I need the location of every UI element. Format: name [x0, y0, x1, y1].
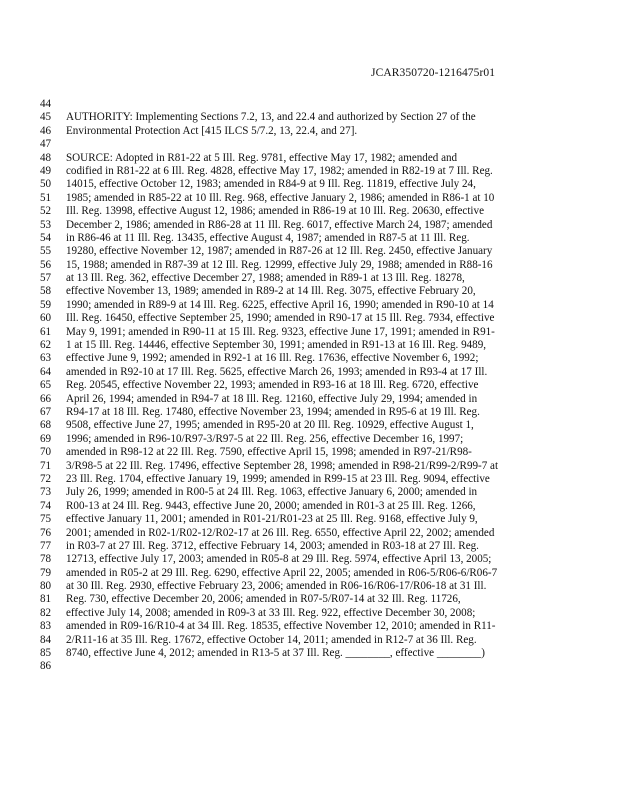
- line-number: 54: [40, 231, 52, 244]
- line-text: effective June 9, 1992; amended in R92-1 at 16 Ill. Reg. 17636, effective November 6, 1992;: [66, 352, 479, 365]
- line-text: SOURCE: Adopted in R81-22 at 5 Ill. Reg. 9781, effective May 17, 1982; amended and: [66, 151, 458, 164]
- line-number: 64: [40, 365, 52, 378]
- document-line: [40, 379, 600, 392]
- line-number: 55: [40, 245, 52, 258]
- line-text: 2001; amended in R02-1/R02-12/R02-17 at 26 Ill. Reg. 6550, effective April 22, 2002; amended: [66, 526, 495, 539]
- document-line: [40, 111, 600, 124]
- line-number: 62: [40, 339, 52, 352]
- line-number: 76: [40, 526, 52, 539]
- line-number: 70: [40, 446, 52, 459]
- line-text: in R03-7 at 27 Ill. Reg. 3712, effective February 14, 2003; amended in R03-18 at 27 Ill. Reg.: [66, 539, 479, 552]
- line-number: 53: [40, 218, 52, 231]
- line-number: 82: [40, 606, 52, 619]
- line-number: 72: [40, 472, 52, 485]
- line-text: at 13 Ill. Reg. 362, effective December 27, 1988; amended in R89-1 at 13 Ill. Reg. 18278,: [66, 272, 465, 285]
- line-number: 68: [40, 419, 52, 432]
- line-number: 66: [40, 392, 52, 405]
- line-text: 3/R98-5 at 22 Ill. Reg. 17496, effective September 28, 1998; amended in R98-21/R99-2/R99-7 at: [66, 459, 499, 472]
- line-text: 12713, effective July 17, 2003; amended in R05-8 at 29 Ill. Reg. 5974, effective April 13, 2005;: [66, 553, 492, 566]
- line-text: amended in R98-12 at 22 Ill. Reg. 7590, effective April 15, 1998; amended in R97-21/R98-: [66, 446, 472, 459]
- document-line: [40, 513, 600, 526]
- line-text: 1 at 15 Ill. Reg. 14446, effective September 30, 1991; amended in R91-13 at 16 Ill. Reg. 9489,: [66, 339, 487, 352]
- document-line: [40, 366, 600, 379]
- line-number: 65: [40, 379, 52, 392]
- line-number: 78: [40, 553, 52, 566]
- document-line: [40, 567, 600, 580]
- document-line: [40, 540, 600, 553]
- document-line: [40, 205, 600, 218]
- document-line: [40, 272, 600, 285]
- line-number: 52: [40, 205, 52, 218]
- document-line: [40, 460, 600, 473]
- document-line: [40, 593, 600, 606]
- line-number: 74: [40, 499, 52, 512]
- line-number: 63: [40, 352, 52, 365]
- line-number: 50: [40, 178, 52, 191]
- document-line: [40, 339, 600, 352]
- document-line: [40, 393, 600, 406]
- line-number: 67: [40, 405, 52, 418]
- document-line: [40, 138, 600, 151]
- line-number: 80: [40, 580, 52, 593]
- line-text: 19280, effective November 12, 1987; amended in R87-26 at 12 Ill. Reg. 2450, effective January: [66, 245, 493, 258]
- line-number: 58: [40, 285, 52, 298]
- line-number: 77: [40, 539, 52, 552]
- line-number: 86: [40, 660, 52, 673]
- document-line: [40, 285, 600, 298]
- line-text: amended in R09-16/R10-4 at 34 Ill. Reg. 18535, effective November 12, 2010; amended in R11-: [66, 620, 496, 633]
- line-number: 69: [40, 432, 52, 445]
- document-line: [40, 192, 600, 205]
- line-text: R94-17 at 18 Ill. Reg. 17480, effective November 23, 1994; amended in R95-6 at 19 Ill. Reg.: [66, 405, 480, 418]
- line-text: amended in R92-10 at 17 Ill. Reg. 5625, effective March 26, 1993; amended in R93-4 at 17 Ill.: [66, 365, 488, 378]
- line-text: April 26, 1994; amended in R94-7 at 18 Ill. Reg. 12160, effective July 29, 1994; amended in: [66, 392, 478, 405]
- line-text: 1996; amended in R96-10/R97-3/R97-5 at 22 Ill. Reg. 256, effective December 16, 1997;: [66, 432, 464, 445]
- line-text: [66, 98, 600, 111]
- line-text: December 2, 1986; amended in R86-28 at 11 Ill. Reg. 6017, effective March 24, 1987; amended: [66, 218, 493, 231]
- line-number: 46: [40, 124, 52, 137]
- line-number: 44: [40, 98, 52, 110]
- document-code: JCAR350720-1216475r01: [371, 67, 496, 79]
- line-number: 48: [40, 151, 52, 164]
- line-text: 8740, effective June 4, 2012; amended in R13-5 at 37 Ill. Reg. ________, effective ________): [66, 647, 485, 660]
- document-line: [40, 165, 600, 178]
- document-line: [40, 486, 600, 499]
- document-line: [40, 580, 600, 593]
- document-line: [40, 446, 600, 459]
- line-text: 15, 1988; amended in R87-39 at 12 Ill. Reg. 12999, effective July 29, 1988; amended in R88-16: [66, 258, 493, 271]
- line-number: 83: [40, 620, 52, 633]
- line-number: 85: [40, 647, 52, 660]
- line-text: 23 Ill. Reg. 1704, effective January 19, 1999; amended in R99-15 at 23 Ill. Reg. 9094, effective: [66, 472, 490, 485]
- document-line: [40, 634, 600, 647]
- document-line: [40, 259, 600, 272]
- document-line: [40, 433, 600, 446]
- line-text: 2/R11-16 at 35 Ill. Reg. 17672, effective October 14, 2011; amended in R12-7 at 36 Ill. Reg.: [66, 633, 477, 646]
- document-line: [40, 527, 600, 540]
- line-text: 9508, effective June 27, 1995; amended in R95-20 at 20 Ill. Reg. 10929, effective August 1,: [66, 419, 474, 432]
- line-number: 61: [40, 325, 52, 338]
- line-text: Reg. 730, effective December 20, 2006; amended in R07-5/R07-14 at 32 Ill. Reg. 11726,: [66, 593, 461, 606]
- line-text: May 9, 1991; amended in R90-11 at 15 Ill. Reg. 9323, effective June 17, 1991; amended in R91-: [66, 325, 495, 338]
- line-text: effective July 14, 2008; amended in R09-3 at 33 Ill. Reg. 922, effective December 30, 2008;: [66, 606, 476, 619]
- document-line: [40, 98, 600, 111]
- line-number: 84: [40, 633, 52, 646]
- line-text: in R86-46 at 11 Ill. Reg. 13435, effective August 4, 1987; amended in R87-5 at 11 Ill. Reg.: [66, 231, 470, 244]
- document-line: [40, 232, 600, 245]
- document-line: [40, 553, 600, 566]
- line-text: AUTHORITY: Implementing Sections 7.2, 13, and 22.4 and authorized by Section 27 of the: [66, 111, 476, 124]
- line-text: July 26, 1999; amended in R00-5 at 24 Ill. Reg. 1063, effective January 6, 2000; amended in: [66, 486, 478, 499]
- line-number: 57: [40, 272, 52, 285]
- line-text: Ill. Reg. 13998, effective August 12, 1986; amended in R86-19 at 10 Ill. Reg. 20630, effective: [66, 205, 484, 218]
- line-number: 71: [40, 459, 52, 472]
- line-text: effective November 13, 1989; amended in R89-2 at 14 Ill. Reg. 3075, effective February 20,: [66, 285, 476, 298]
- document-line: [40, 419, 600, 432]
- line-text: at 30 Ill. Reg. 2930, effective February 23, 2006; amended in R06-16/R06-17/R06-18 at 31 Ill.: [66, 580, 487, 593]
- document-line: [40, 178, 600, 191]
- line-number: 75: [40, 513, 52, 526]
- line-number: 79: [40, 566, 52, 579]
- line-text: effective January 11, 2001; amended in R01-21/R01-23 at 25 Ill. Reg. 9168, effective July 9,: [66, 513, 478, 526]
- line-number: 56: [40, 258, 52, 271]
- line-text: 1985; amended in R85-22 at 10 Ill. Reg. 968, effective January 2, 1986; amended in R86-1 at 10: [66, 191, 495, 204]
- line-text: 14015, effective October 12, 1983; amended in R84-9 at 9 Ill. Reg. 11819, effective July 24,: [66, 178, 476, 191]
- document-line: [40, 299, 600, 312]
- line-number: 60: [40, 312, 52, 325]
- document-line: [40, 620, 600, 633]
- line-number: 45: [40, 111, 52, 124]
- document-line: [40, 326, 600, 339]
- document-line: [40, 660, 600, 673]
- line-number: 59: [40, 298, 52, 311]
- line-number: 47: [40, 138, 52, 151]
- line-text: Environmental Protection Act [415 ILCS 5/7.2, 13, 22.4, and 27].: [66, 124, 358, 137]
- line-number: 81: [40, 593, 52, 606]
- document-line: [40, 607, 600, 620]
- document-line: [40, 647, 600, 660]
- line-number: 73: [40, 486, 52, 499]
- line-text: amended in R05-2 at 29 Ill. Reg. 6290, effective April 22, 2005; amended in R06-5/R06-6/R06-7: [66, 566, 498, 579]
- line-text: Ill. Reg. 16450, effective September 25, 1990; amended in R90-17 at 15 Ill. Reg. 7934, effective: [66, 312, 495, 325]
- line-text: [66, 660, 600, 673]
- line-text: R00-13 at 24 Ill. Reg. 9443, effective June 20, 2000; amended in R01-3 at 25 Ill. Reg. 1266,: [66, 499, 476, 512]
- document-line: [40, 352, 600, 365]
- numbered-lines: [40, 98, 600, 674]
- document-line: [40, 500, 600, 513]
- line-text: 1990; amended in R89-9 at 14 Ill. Reg. 6225, effective April 16, 1990; amended in R90-10 at 14: [66, 298, 494, 311]
- document-line: [40, 219, 600, 232]
- document-line: [40, 245, 600, 258]
- line-text: codified in R81-22 at 6 Ill. Reg. 4828, effective May 17, 1982; amended in R82-19 at 7 Ill. Reg.: [66, 164, 493, 177]
- document-line: [40, 473, 600, 486]
- line-text: Reg. 20545, effective November 22, 1993; amended in R93-16 at 18 Ill. Reg. 6720, effective: [66, 379, 479, 392]
- document-line: [40, 152, 600, 165]
- line-text: [66, 138, 600, 151]
- document-line: [40, 406, 600, 419]
- document-line: [40, 125, 600, 138]
- line-number: 51: [40, 191, 52, 204]
- line-number: 49: [40, 164, 52, 177]
- document-line: [40, 312, 600, 325]
